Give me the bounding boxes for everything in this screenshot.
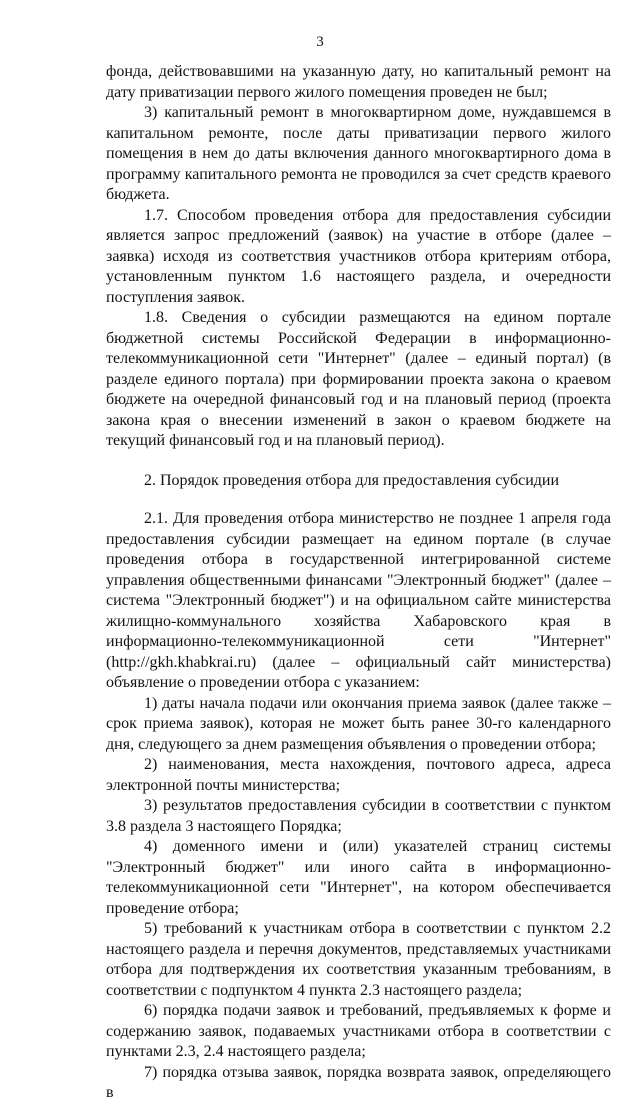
list-item-2: 2) наименования, места нахождения, почтового адреса, адреса электронной почты министерства;	[106, 756, 611, 794]
paragraph-1-7: 1.7. Способом проведения отбора для предоставления субсидии является запрос предложений (заявок) на участие в отборе (далее – заявка) исходя из соответствия участников отбора критериям отбора, установленным пунктом 1.6 настоящего раздела, и очередности поступления заявок.	[106, 206, 611, 306]
list-item-6: 6) порядка подачи заявок и требований, предъявляемых к форме и содержанию заявок, подаваемых участниками отбора в соответствии с пунктами 2.3, 2.4 настоящего раздела;	[106, 1002, 611, 1060]
paragraph-continuation: фонда, действовавшими на указанную дату, но капитальный ремонт на дату приватизации первого жилого помещения проведен не был;	[106, 63, 611, 101]
paragraph-item-3: 3) капитальный ремонт в многоквартирном доме, нуждавшемся в капитальном ремонте, после даты приватизации первого жилого помещения в нем до даты включения данного многоквартирного дома в программу капитального ремонта не проводился за счет средств краевого бюджета.	[106, 104, 611, 203]
paragraph-2-1: 2.1. Для проведения отбора министерство не позднее 1 апреля года предоставления субсидии размещает на едином портале (в случае проведения отбора в государственной интегрированной системе управления общественными финансами "Электронный бюджет" (далее – система "Электронный бюджет") и на официальном сайте министерства жилищно-коммунального хозяйства Хабаровского края в информационно-телекоммуникационной сети "Интернет" (http://gkh.khabkrai.ru) (далее – официальный сайт министерства) объявление о проведении отбора с указанием:	[106, 510, 611, 691]
section-heading: 2. Порядок проведения отбора для предоставления субсидии	[144, 471, 560, 489]
list-item-4: 4) доменного имени и (или) указателей страниц системы "Электронный бюджет" или иного сайта в информационно-телекоммуникационной сети "Интернет", на котором обеспечивается проведение отбора;	[106, 838, 611, 917]
paragraph-1-8: 1.8. Сведения о субсидии размещаются на едином портале бюджетной системы Российской Федерации в информационно-телекоммуникационной сети "Интернет" (далее – единый портал) (в разделе единого портала) при формировании проекта закона о краевом бюджете на очередной финансовый год и на плановый период (проекта закона края о внесении изменений в закон о краевом бюджете на текущий финансовый год и на плановый период).	[106, 309, 611, 449]
list-item-3: 3) результатов предоставления субсидии в соответствии с пунктом 3.8 раздела 3 настоящего Порядка;	[106, 797, 611, 835]
document-body	[106, 62, 611, 1104]
list-item-7: 7) порядка отзыва заявок, порядка возврата заявок, определяющего в	[106, 1063, 611, 1101]
page-number: 3	[316, 34, 324, 50]
list-item-1: 1) даты начала подачи или окончания приема заявок (далее также – срок приема заявок), которая не может быть ранее 30-го календарного дня, следующего за днем размещения объявления о проведении отбора;	[106, 694, 611, 753]
list-item-5: 5) требований к участникам отбора в соответствии с пунктом 2.2 настоящего раздела и перечня документов, представляемых участниками отбора для подтверждения их соответствия указанным требованиям, в соответствии с подпунктом 4 пункта 2.3 настоящего раздела;	[106, 920, 611, 999]
